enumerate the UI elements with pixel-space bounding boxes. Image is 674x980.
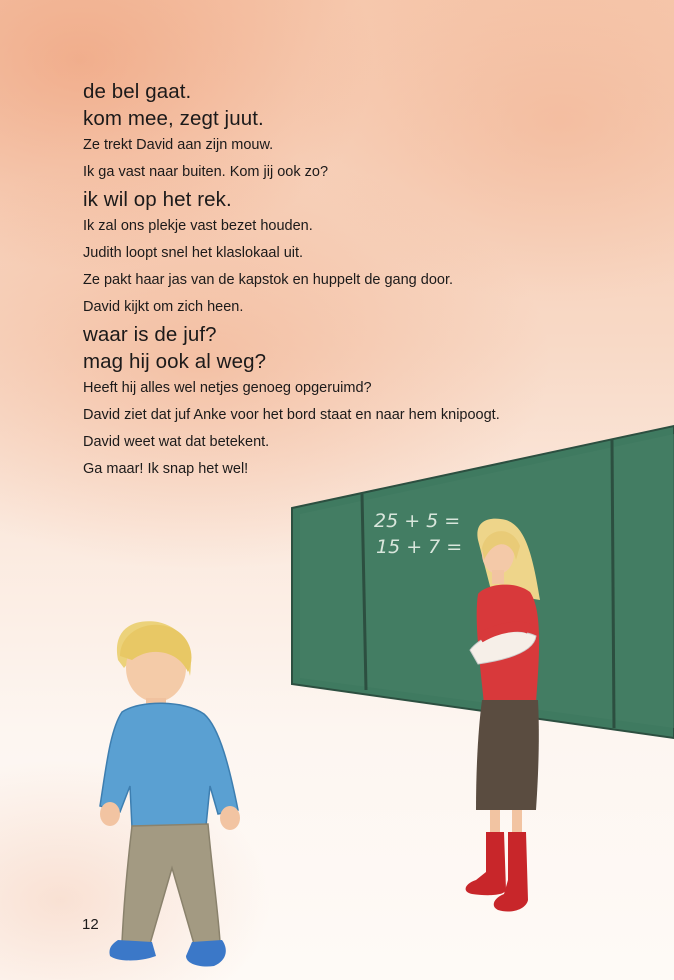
story-line-large: kom mee, zegt juut. bbox=[83, 107, 264, 130]
story-line: David weet wat dat betekent. bbox=[83, 434, 270, 450]
story-line-large: mag hij ook al weg? bbox=[83, 350, 267, 373]
chalk-sum-2: 15 + 7 = bbox=[376, 536, 463, 558]
story-line: Ga maar! Ik snap het wel! bbox=[83, 461, 249, 477]
story-line-large: de bel gaat. bbox=[83, 80, 192, 103]
story-text bbox=[83, 78, 643, 483]
story-line: Ze trekt David aan zijn mouw. bbox=[83, 137, 274, 153]
page-number: 12 bbox=[82, 916, 99, 933]
story-line: David kijkt om zich heen. bbox=[83, 299, 244, 315]
boy-figure bbox=[100, 621, 240, 966]
story-line-large: waar is de juf? bbox=[83, 323, 217, 346]
chalk-sum-1: 25 + 5 = bbox=[374, 510, 461, 532]
story-line-large: ik wil op het rek. bbox=[83, 188, 232, 211]
story-line: Ik zal ons plekje vast bezet houden. bbox=[83, 218, 313, 234]
story-line: Ze pakt haar jas van de kapstok en huppelt de gang door. bbox=[83, 272, 454, 288]
story-line: Ik ga vast naar buiten. Kom jij ook zo? bbox=[83, 164, 329, 180]
story-line: Judith loopt snel het klaslokaal uit. bbox=[83, 245, 304, 261]
story-line: David ziet dat juf Anke voor het bord staat en naar hem knipoogt. bbox=[83, 407, 500, 423]
story-line: Heeft hij alles wel netjes genoeg opgeruimd? bbox=[83, 380, 372, 396]
